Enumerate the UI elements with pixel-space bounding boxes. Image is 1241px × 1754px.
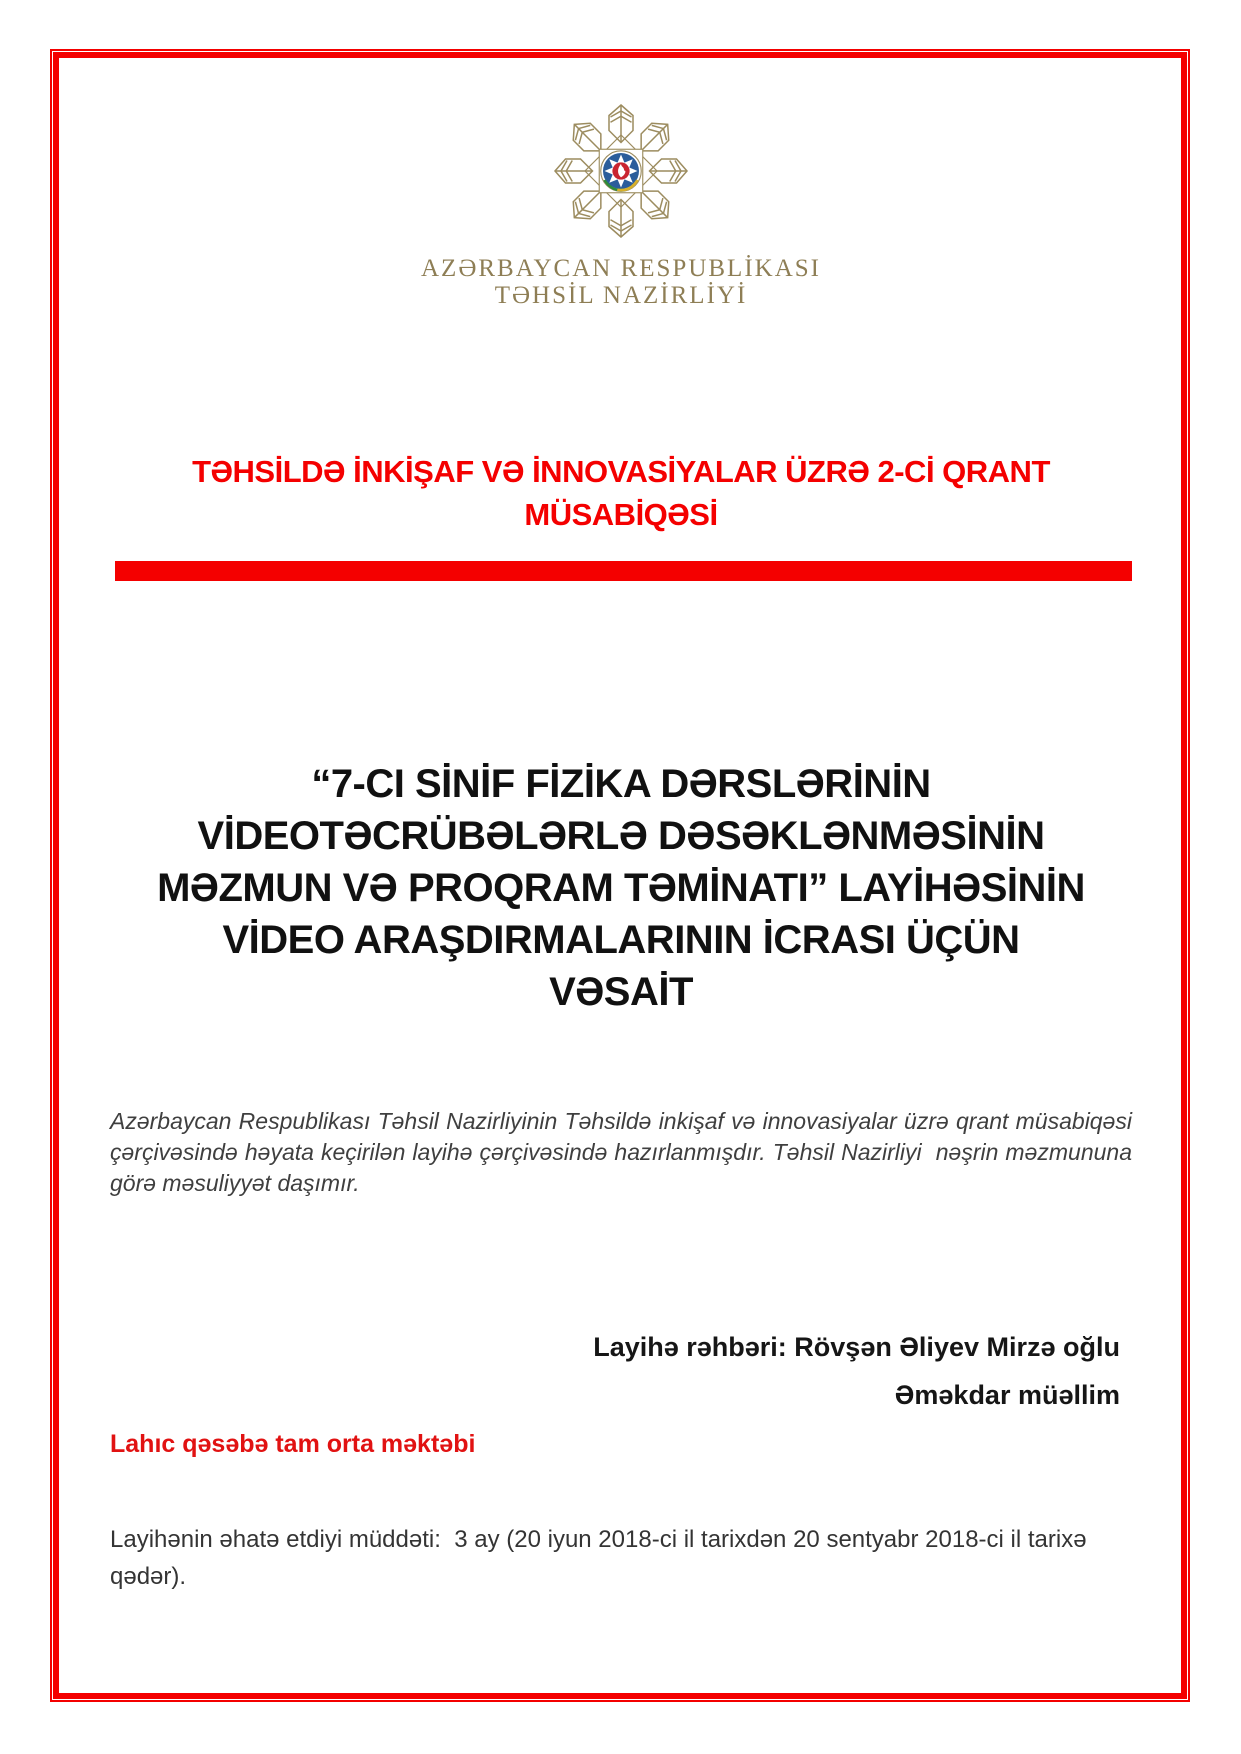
leader-rank-line: Əməkdar müəllim [894,1380,1120,1410]
document-title-line2: VİDEOTƏCRÜBƏLƏRLƏ DƏSƏKLƏNMƏSİNİN [197,814,1045,858]
ministry-emblem-icon [546,96,696,246]
document-title-line4: VİDEO ARAŞDIRMALARININ İCRASI ÜÇÜN [222,918,1020,962]
page-content [110,0,1139,1754]
project-leader-line: Layihə rəhbəri: Rövşən Əliyev Mirzə oğlu [593,1332,1120,1362]
document-title-line3: MƏZMUN VƏ PROQRAM TƏMİNATI” LAYİHƏSİNİN [157,866,1085,910]
school-name-line: Lahıc qəsəbə tam orta məktəbi [110,1430,476,1458]
duration-paragraph: Layihənin əhatə etdiyi müddəti: 3 ay (20 iyun 2018-ci il tarixdən 20 sentyabr 2018-ci il tarixə qədər). [110,1526,1094,1590]
ministry-name-line2: TƏHSİL NAZİRLİYİ [494,282,748,309]
ministry-logo [110,96,1132,309]
document-title-line5: VƏSAİT [549,970,693,1014]
red-divider-bar [115,561,1132,581]
disclaimer-paragraph: Azərbaycan Respublikası Təhsil Nazirliyinin Təhsildə inkişaf və innovasiyalar üzrə qrant müsabiqəsi çərçivəsində həyata keçirilən layihə çərçivəsində hazırlanmışdır. Təhsil Nazirliyi nəşrin məzmununa görə məsuliyyət daşımır. [110,1108,1139,1196]
grant-heading-line1: TƏHSİLDƏ İNKİŞAF VƏ İNNOVASİYALAR ÜZRƏ 2-Cİ QRANT [192,454,1050,489]
document-title-line1: “7-CI SİNİF FİZİKA DƏRSLƏRİNİN [311,762,931,806]
grant-heading [110,450,1132,536]
document-title [110,758,1132,1018]
ministry-name [110,255,1132,309]
ministry-name-line1: AZƏRBAYCAN RESPUBLİKASI [421,255,821,282]
grant-heading-line2: MÜSABİQƏSİ [524,497,718,532]
